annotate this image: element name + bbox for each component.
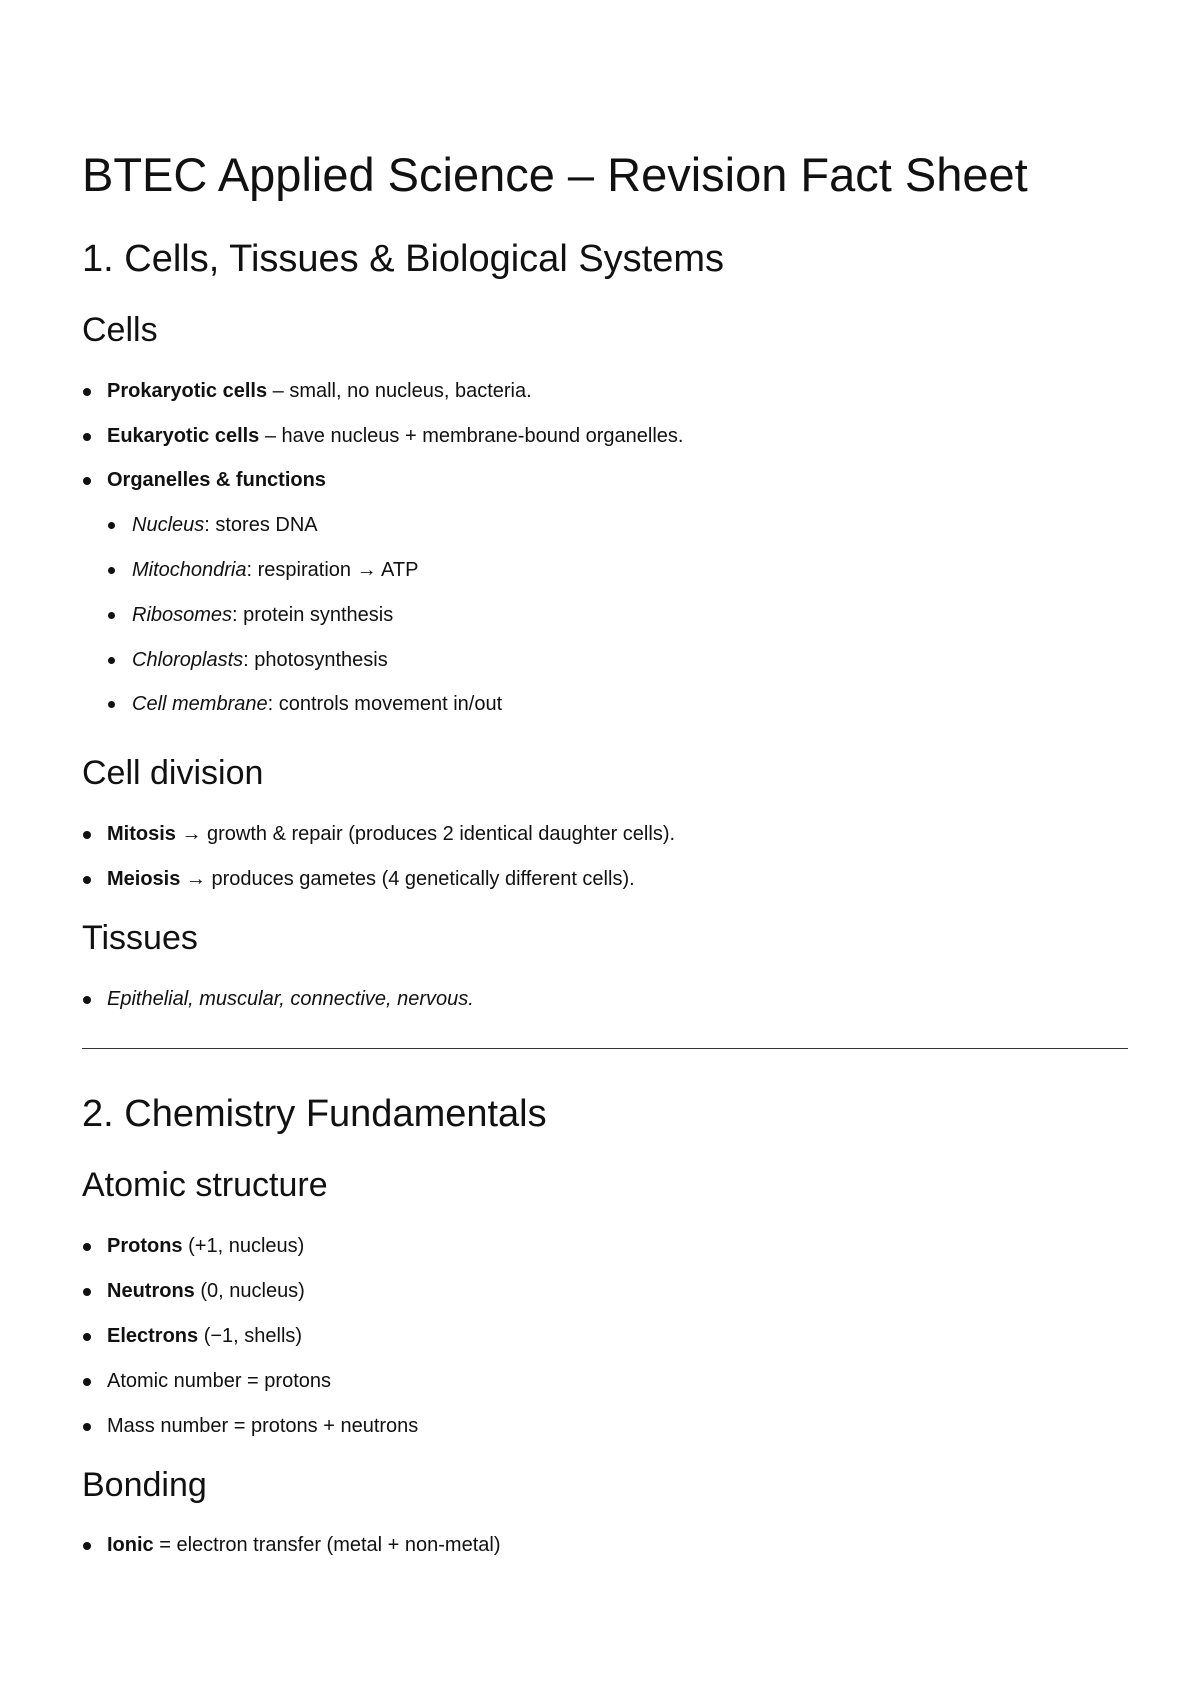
document-title: BTEC Applied Science – Revision Fact Sheet [82,148,1028,201]
desc-prokaryotic: – small, no nucleus, bacteria. [267,380,532,402]
bullet-icon [83,831,91,839]
bullet-icon [83,1542,91,1550]
list-item-meiosis [107,865,635,893]
organelle-name: Chloroplasts [132,649,244,671]
list-item-atomic-number [107,1367,331,1395]
subheading-tissues: Tissues [82,919,198,957]
bullet-icon [108,567,115,574]
bullet-icon [108,612,115,619]
list-item-protons [107,1232,304,1260]
organelle-name: Ribosomes [132,604,233,626]
list-item-mitochondria [132,556,418,584]
list-item-cell-membrane [132,690,502,718]
organelle-name: Mitochondria [132,559,247,581]
section-heading-cells-tissues: 1. Cells, Tissues & Biological Systems [82,238,725,280]
desc-electrons: (−1, shells) [198,1325,303,1347]
list-item-electrons [107,1322,302,1350]
organelle-name: Nucleus [132,514,205,536]
mass-number-text: Mass number = protons + neutrons [107,1415,419,1437]
desc-protons: (+1, nucleus) [182,1235,305,1257]
desc-ionic: = electron transfer (metal + non-metal) [153,1534,501,1556]
organelle-function: : respiration → ATP [246,559,419,581]
term-mitosis: Mitosis [107,823,176,845]
list-item-mass-number [107,1412,418,1440]
list-item-neutrons [107,1277,305,1305]
bullet-icon [83,433,91,441]
bullet-icon [83,876,91,884]
bullet-icon [83,1378,91,1386]
desc-meiosis: → produces gametes (4 genetically different cells). [180,868,635,890]
subheading-atomic-structure: Atomic structure [82,1166,328,1204]
list-item-chloroplasts [132,646,388,674]
term-meiosis: Meiosis [107,868,181,890]
list-item-mitosis [107,820,675,848]
bullet-icon [83,1423,91,1431]
list-item-organelles [107,466,326,494]
list-item-ribosomes [132,601,393,629]
organelle-name: Cell membrane [132,693,268,715]
bullet-icon [83,1243,91,1251]
organelle-function: : controls movement in/out [267,693,503,715]
term-electrons: Electrons [107,1325,199,1347]
subheading-bonding: Bonding [82,1466,207,1504]
bullet-icon [108,522,115,529]
term-eukaryotic: Eukaryotic cells [107,425,260,447]
term-organelles: Organelles & functions [107,469,326,491]
atomic-number-text: Atomic number = protons [107,1370,331,1392]
desc-neutrons: (0, nucleus) [194,1280,305,1302]
bullet-icon [108,657,115,664]
subheading-cells: Cells [82,311,158,349]
desc-eukaryotic: – have nucleus + membrane-bound organelles. [259,425,684,447]
term-ionic: Ionic [107,1534,154,1556]
section-divider [82,1048,1128,1049]
desc-mitosis: → growth & repair (produces 2 identical daughter cells). [175,823,676,845]
term-neutrons: Neutrons [107,1280,195,1302]
list-item-prokaryotic [107,377,532,405]
bullet-icon [83,1333,91,1341]
organelle-function: : protein synthesis [232,604,394,626]
section-heading-chemistry: 2. Chemistry Fundamentals [82,1093,547,1135]
list-item-nucleus [132,511,318,539]
list-item-ionic [107,1531,501,1559]
bullet-icon [108,701,115,708]
bullet-icon [83,996,91,1004]
term-prokaryotic: Prokaryotic cells [107,380,268,402]
bullet-icon [83,1288,91,1296]
subheading-cell-division: Cell division [82,754,264,792]
organelle-function: : stores DNA [204,514,318,536]
organelle-function: : photosynthesis [243,649,388,671]
term-protons: Protons [107,1235,183,1257]
list-item-tissue-types [107,985,474,1013]
bullet-icon [83,388,91,396]
list-item-eukaryotic [107,422,683,450]
bullet-icon [83,477,91,485]
tissue-types: Epithelial, muscular, connective, nervous. [107,988,474,1010]
